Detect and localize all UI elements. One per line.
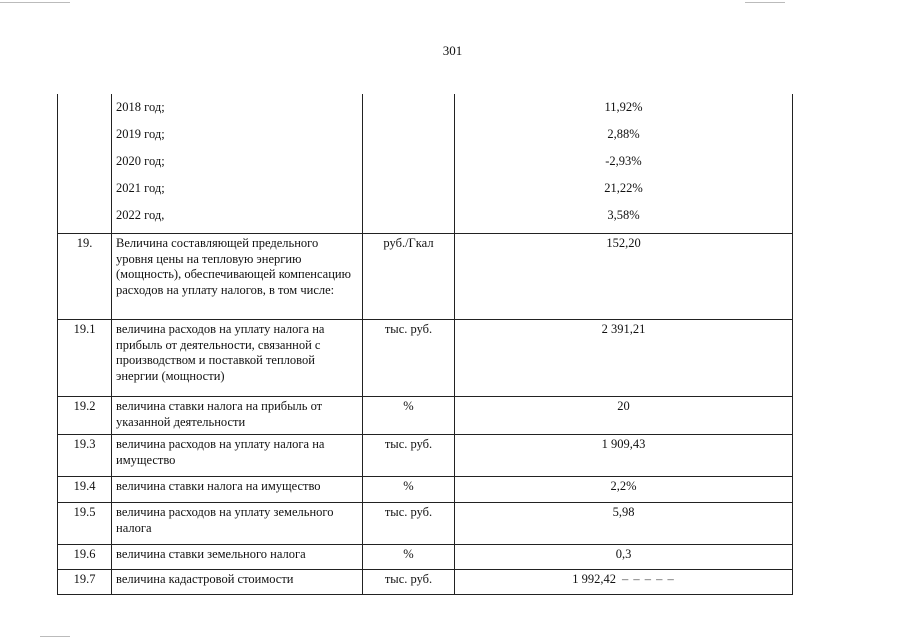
scan-artifact-line: [745, 2, 785, 3]
year-label: 2018 год;: [116, 100, 165, 114]
table-row: [58, 234, 793, 320]
table-row: [58, 320, 793, 397]
row-description: величина ставки налога на прибыль от указанной деятельности: [112, 397, 363, 435]
row-description: величина расходов на уплату налога на имущество: [112, 435, 363, 477]
row-description: величина расходов на уплату налога на прибыль от деятельности, связанной с производством и поставкой тепловой энергии (мощности): [112, 320, 363, 397]
year-label: 2019 год;: [116, 127, 165, 141]
row-value: 5,98: [455, 503, 793, 545]
row-value: 0,3: [455, 545, 793, 570]
year-value: 2,88%: [607, 127, 640, 141]
row-description: Величина составляющей предельного уровня цены на тепловую энергию (мощность), обеспечивающей компенсацию расходов на уплату налогов, в том числе:: [112, 234, 363, 320]
table-row: [58, 435, 793, 477]
row-number: 19.4: [58, 477, 112, 503]
year-label: 2022 год,: [116, 208, 165, 222]
row-number: 19.1: [58, 320, 112, 397]
year-label: 2020 год;: [116, 154, 165, 168]
year-value: 21,22%: [604, 181, 643, 195]
row-unit: руб./Гкал: [363, 234, 455, 320]
scan-artifact-line: [0, 2, 70, 3]
row-number: 19.2: [58, 397, 112, 435]
row-number: 19.3: [58, 435, 112, 477]
row-unit: %: [363, 397, 455, 435]
year-label: 2021 год;: [116, 181, 165, 195]
year-value: 3,58%: [607, 208, 640, 222]
row-description: величина ставки налога на имущество: [112, 477, 363, 503]
year-value: 11,92%: [604, 100, 643, 114]
row-description: величина кадастровой стоимости: [112, 570, 363, 595]
dashed-underline-mark: ‒ ‒ ‒ ‒ ‒: [622, 572, 675, 586]
table-row: [58, 503, 793, 545]
row-value: 2,2%: [455, 477, 793, 503]
cell-num-empty: [58, 94, 112, 234]
cell-unit-empty: [363, 94, 455, 234]
row-value: 1 909,43: [455, 435, 793, 477]
table-row: [58, 397, 793, 435]
row-number: 19.5: [58, 503, 112, 545]
row-unit: тыс. руб.: [363, 503, 455, 545]
row-number: 19.7: [58, 570, 112, 595]
cell-years-labels: [112, 94, 363, 234]
table-row: [58, 570, 793, 595]
table-row-years: [58, 94, 793, 234]
table-row: [58, 477, 793, 503]
row-value: 2 391,21: [455, 320, 793, 397]
page-number: 301: [442, 43, 463, 58]
row-description: величина расходов на уплату земельного налога: [112, 503, 363, 545]
row-description: величина ставки земельного налога: [112, 545, 363, 570]
row-unit: %: [363, 477, 455, 503]
row-unit: тыс. руб.: [363, 435, 455, 477]
row-unit: тыс. руб.: [363, 320, 455, 397]
row-value: 20: [455, 397, 793, 435]
row-unit: тыс. руб.: [363, 570, 455, 595]
row-number: 19.6: [58, 545, 112, 570]
row-value-cell: [455, 570, 793, 595]
cell-years-values: [455, 94, 793, 234]
table-row: [58, 545, 793, 570]
row-number: 19.: [58, 234, 112, 320]
row-value: 152,20: [455, 234, 793, 320]
tariff-table: [57, 94, 793, 595]
scan-artifact-line: [40, 636, 70, 637]
row-value: 1 992,42: [572, 572, 616, 586]
year-value: -2,93%: [605, 154, 642, 168]
row-unit: %: [363, 545, 455, 570]
